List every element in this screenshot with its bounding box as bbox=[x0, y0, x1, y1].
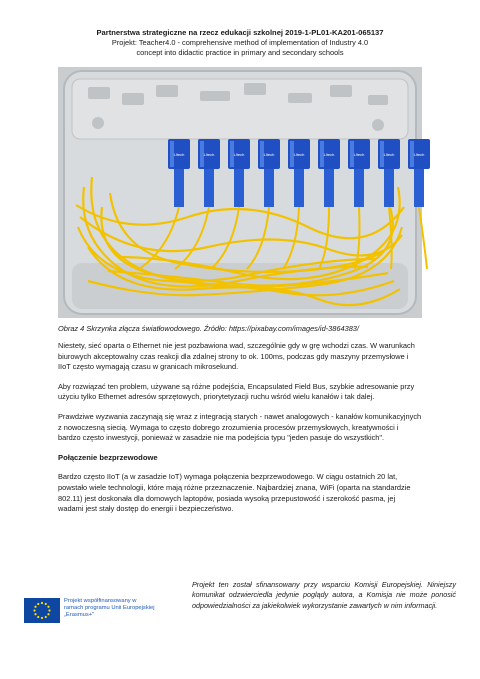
svg-text:Lltech: Lltech bbox=[383, 152, 395, 157]
figure-caption: Obraz 4 Skrzynka złącza światłowodowego. Źródło: https://pixabay.com/images/id-3864383/ bbox=[58, 324, 359, 333]
svg-text:Lltech: Lltech bbox=[353, 152, 365, 157]
eu-star bbox=[41, 617, 43, 619]
eu-star bbox=[45, 603, 47, 605]
eu-text-line: „Erasmus+" bbox=[64, 612, 95, 619]
document-footer bbox=[24, 580, 456, 640]
eu-text-line: Projekt współfinansowany w bbox=[64, 598, 137, 604]
connector-row bbox=[168, 139, 430, 207]
section-heading-wireless: Połączenie bezprzewodowe bbox=[58, 452, 158, 462]
svg-text:Lltech: Lltech bbox=[263, 152, 275, 157]
eu-star bbox=[34, 613, 36, 615]
header-program-line: Partnerstwa strategiczne na rzecz edukacji szkolnej 2019-1-PL01-KA201-065137 bbox=[96, 28, 384, 37]
svg-text:Lltech: Lltech bbox=[413, 152, 425, 157]
paragraph-wireless: Bardzo często IIoT (a w zasadzie IoT) wymaga połączenia bezprzewodowego. W ciągu ostatnich 20 lat, powstało wiele technologii, które mają różne przeznaczenie. Najbardziej znana, WiFi (oparta na standardzie 802.11) jest doskonała dla domowych laptopów, posiada wysoką przepustowość i szerokość pasma, jej wadami jest stały dostęp do energii i bezpieczeństwo. bbox=[58, 472, 411, 514]
eu-cofinancing-text bbox=[64, 598, 204, 620]
svg-text:Lltech: Lltech bbox=[293, 152, 305, 157]
eu-star bbox=[34, 606, 36, 608]
header-project-line-2: concept into didactic practice in primary and secondary schools bbox=[136, 48, 344, 57]
eu-text-line: ramach programu Unii Europejskiej bbox=[64, 605, 155, 612]
fiber-splice-box-photo bbox=[58, 67, 425, 318]
eu-flag-logo bbox=[24, 598, 60, 623]
svg-text:Lltech: Lltech bbox=[173, 152, 185, 157]
funding-disclaimer: Projekt ten został sfinansowany przy wsparciu Komisji Europejskiej. Niniejszy komunikat odzwierciedla jedynie poglądy autora, a Komisja nie może ponosić odpowiedzialności za jakiekolwiek wykorzystanie zawartych w nim informacji. bbox=[192, 580, 456, 610]
svg-text:Lltech: Lltech bbox=[233, 152, 245, 157]
document-body bbox=[58, 341, 422, 524]
eu-star bbox=[47, 606, 49, 608]
document-header bbox=[0, 28, 480, 58]
svg-text:Lltech: Lltech bbox=[203, 152, 215, 157]
paragraph-ethernet-drawbacks: Niestety, sieć oparta o Ethernet nie jest pozbawiona wad, szczególnie gdy w grę wchodzi czas. W warunkach biurowych akceptowalny czas reakcji dla zdalnej strony to ok. 100ms, podczas gdy maszyny przemysłowe i IIoT często wymagają czasu w granicach mikrosekund. bbox=[58, 341, 415, 372]
paragraph-legacy-integration: Prawdziwe wyzwania zaczynają się wraz z integracją starych - nawet analogowych - kanałów komunikacyjnych z nowoczesną siecią. Wymaga to często dobrego zrozumienia procesów przemysłowych, kreatywności i bardzo często inwestycji, ponieważ w zasadzie nie ma podejścia typu "jeden pasuje do wszystkich". bbox=[58, 411, 422, 443]
eu-star bbox=[45, 616, 47, 618]
eu-star bbox=[47, 613, 49, 615]
eu-star bbox=[37, 616, 39, 618]
header-project-line: Projekt: Teacher4.0 - comprehensive method of implementation of Industry 4.0 bbox=[111, 38, 369, 47]
eu-star bbox=[33, 609, 35, 611]
eu-star bbox=[37, 603, 39, 605]
svg-text:Lltech: Lltech bbox=[323, 152, 335, 157]
eu-star bbox=[41, 602, 43, 604]
paragraph-solutions: Aby rozwiązać ten problem, używane są różne podejścia, Encapsulated Field Bus, szybkie adresowanie przy użyciu tylko Ethernet adresów sprzętowych, priorytetyzacji ruchu wśród wielu kanałów i tak dalej. bbox=[58, 381, 415, 402]
eu-star bbox=[48, 609, 50, 611]
